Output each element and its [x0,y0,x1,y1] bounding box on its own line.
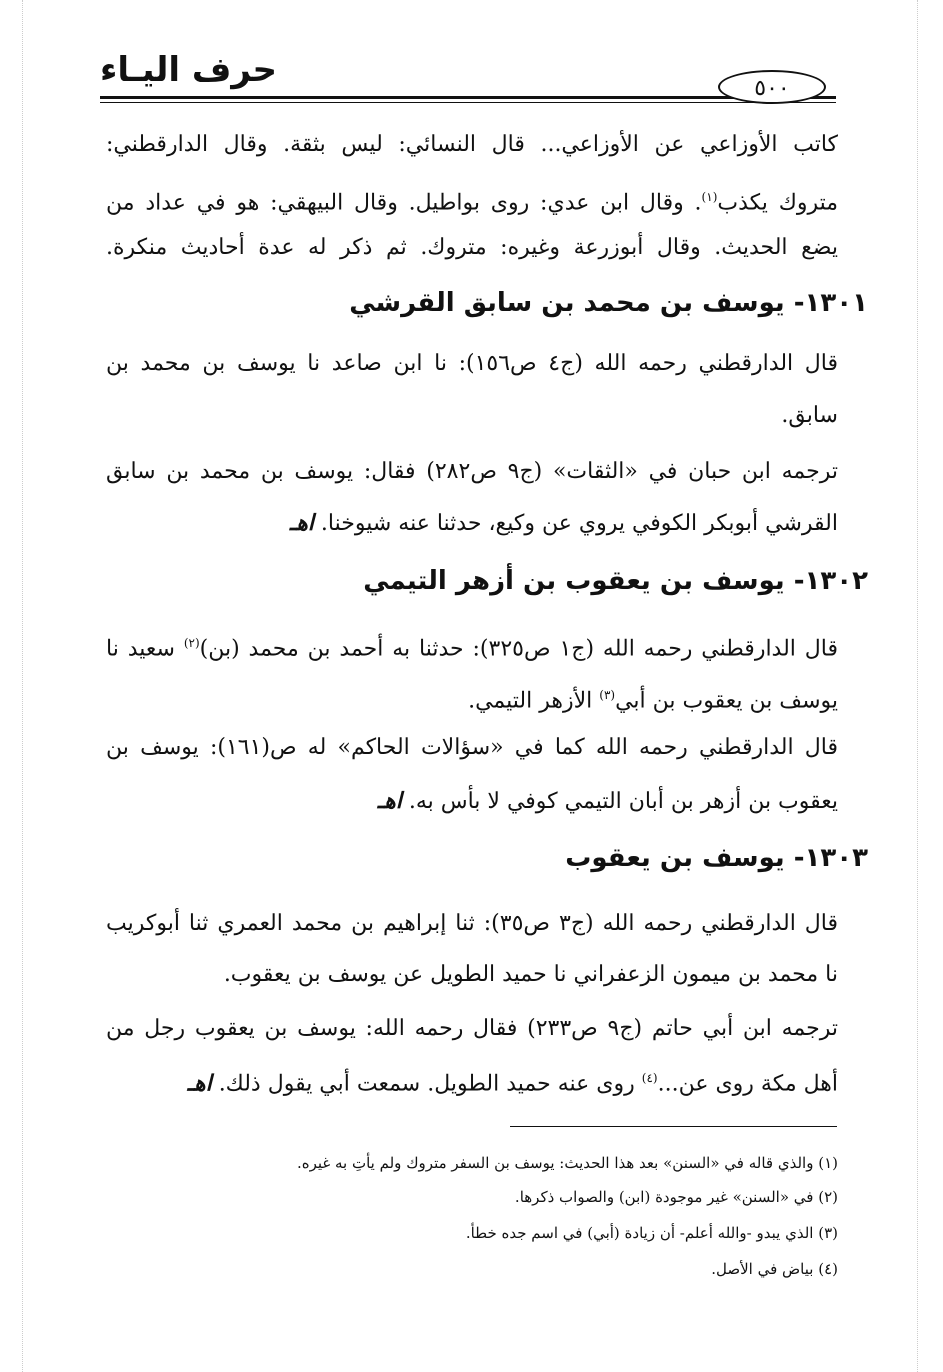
footnote-ref: (٣) [599,688,616,702]
footnote: (٤) بياض في الأصل. [711,1260,838,1278]
footnote-rule [510,1126,837,1127]
end-mark: اهـ [187,1070,212,1097]
text-line: قال الدارقطني رحمه الله كما في «سؤالات الحاكم» له ص(١٦١): يوسف بن [106,735,838,760]
footnote: (٣) الذي يبدو -والله أعلم- أن زيادة (أبي) في اسم جده خطأ. [465,1224,838,1242]
footnote: (٢) في «السنن» غير موجودة (ابن) والصواب ذكرها. [514,1188,838,1206]
text-line: كاتب الأوزاعي عن الأوزاعي... قال النسائي: ليس بثقة. وقال الدارقطني: [106,132,838,157]
end-mark: اهـ [377,788,402,814]
page-number: ٥٠٠ [718,70,826,104]
text-line: قال الدارقطني رحمه الله (ج٤ ص١٥٦): نا ابن صاعد نا يوسف بن محمد بن [106,351,838,376]
text-line: القرشي أبوبكر الكوفي يروي عن وكيع، حدثنا عنه شيوخنا. اهـ [289,510,838,536]
end-mark: اهـ [289,510,314,536]
text-line: قال الدارقطني رحمه الله (ج٣ ص٣٥): ثنا إبراهيم بن محمد العمري ثنا أبوكريب [106,911,839,936]
text-line: يضع الحديث. وقال أبوزرعة وغيره: متروك. ثم ذكر له عدة أحاديث منكرة. [106,235,838,260]
entry-title: ١٣٠١- يوسف بن محمد بن سابق القرشي [349,288,868,318]
footnote: (١) والذي قاله في «السنن» بعد هذا الحديث: يوسف بن السفر متروك ولم يأتِ به غيره. [296,1154,838,1172]
header-rule-thin [100,102,836,103]
text-line: يوسف بن يعقوب بن أبي$^{(٣)}$ الأزهر التيمي. [468,688,838,714]
text-line: يعقوب بن أزهر بن أبان التيمي كوفي لا بأس به. اهـ [377,788,838,814]
text-line: ترجمه ابن حبان في «الثقات» (ج٩ ص٢٨٢) فقال: يوسف بن محمد بن سابق [106,459,838,484]
margin-dots [22,0,23,1372]
margin-dots [917,0,918,1372]
footnote-ref: (١) [701,190,718,204]
entry-title: ١٣٠٣- يوسف بن يعقوب [565,843,868,873]
text-line: متروك يكذب$^{(١)}$. وقال ابن عدي: روى بواطيل. وقال البيهقي: هو في عداد من [106,190,839,216]
text-line: ترجمه ابن أبي حاتم (ج٩ ص٢٣٣) فقال رحمه الله: يوسف بن يعقوب رجل من [106,1016,838,1041]
text-line: سابق. [781,403,838,428]
text-line: نا محمد بن ميمون الزعفراني نا حميد الطويل عن يوسف بن يعقوب. [223,962,838,987]
footnote-ref: (٢) [183,636,200,650]
page-header-title: حرف اليـاء [100,50,278,90]
text-line: قال الدارقطني رحمه الله (ج١ ص٣٢٥): حدثنا به أحمد بن محمد (بن)$^{(٢)}$ سعيد نا [106,636,838,662]
footnote-ref: (٤) [641,1071,658,1085]
header-rule [100,96,836,99]
entry-title: ١٣٠٢- يوسف بن يعقوب بن أزهر التيمي [363,566,868,596]
text-line: أهل مكة روى عن...$^{(٤)}$ روى عنه حميد الطويل. سمعت أبي يقول ذلك. اهـ [187,1070,838,1097]
